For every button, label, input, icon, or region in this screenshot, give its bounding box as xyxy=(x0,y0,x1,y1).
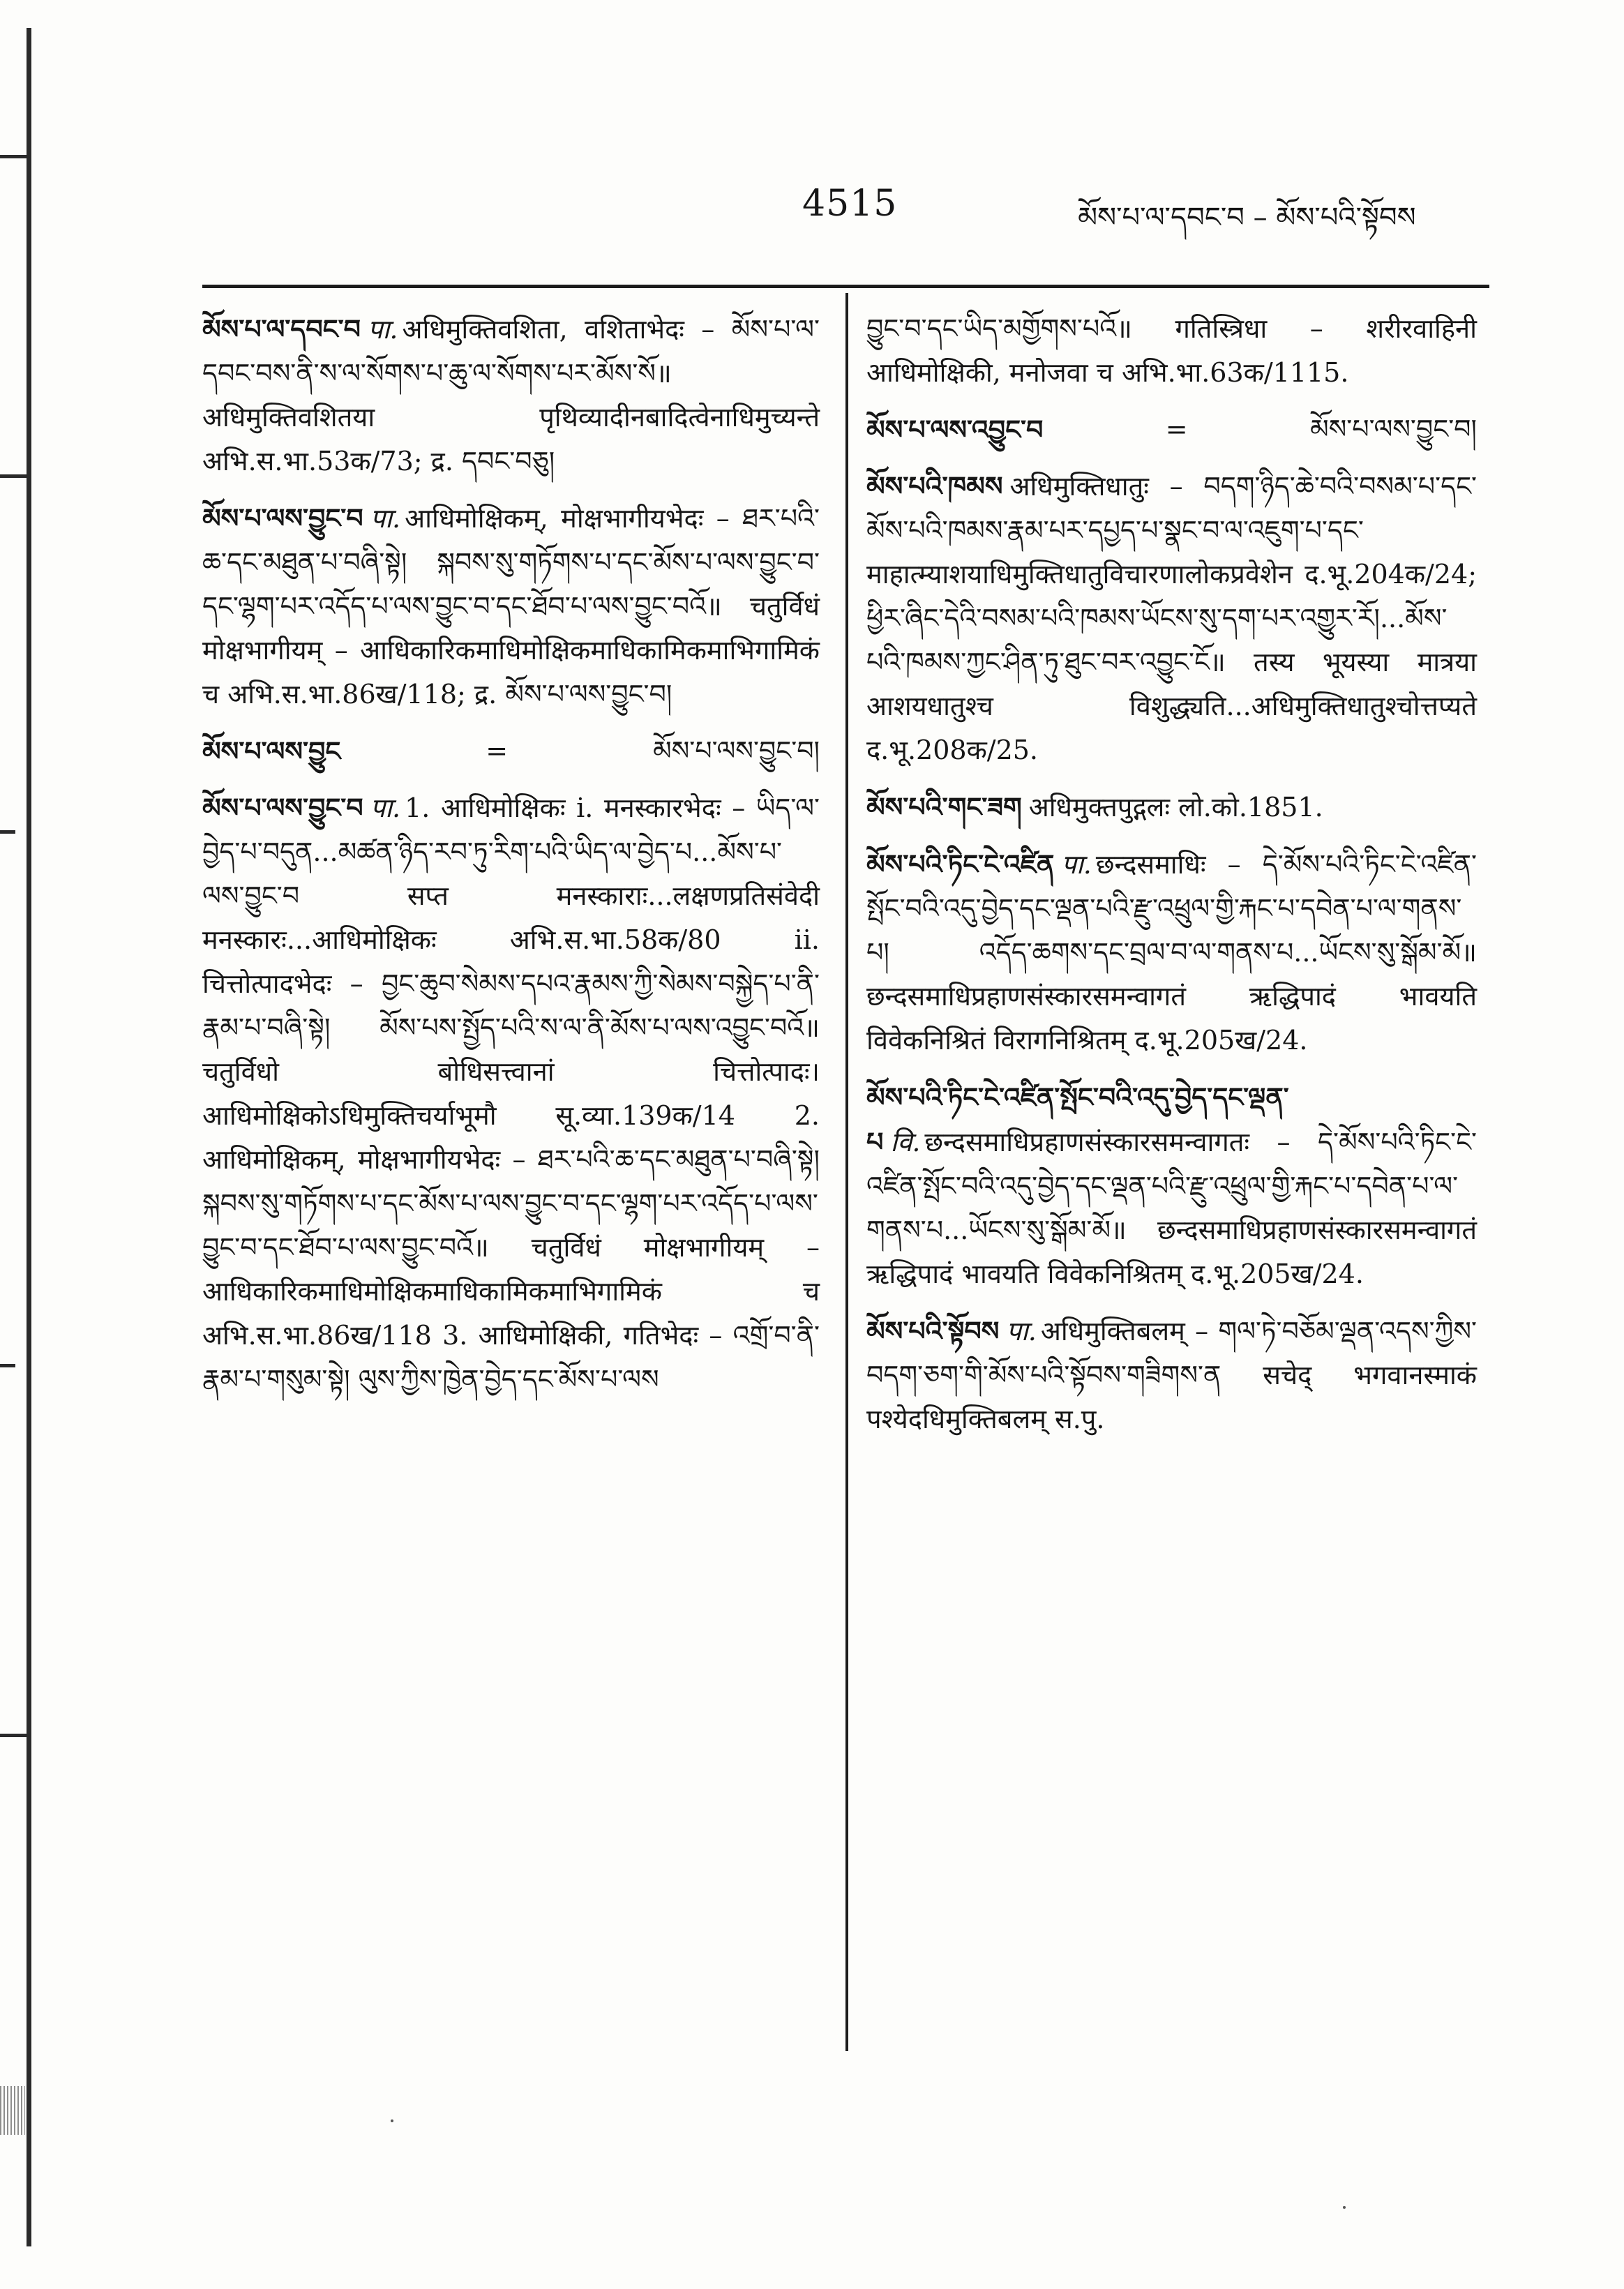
binding-edge-line xyxy=(27,28,31,2246)
entry-headword: མོས་པའི་ཁམས xyxy=(866,470,1003,502)
entry-text: आधिमोक्षिकम्, मोक्षभागीयभेदः – ཐར་པའི་ཆ་དང་མཐུན་པ་བཞི་སྟེ། སྐབས་སུ་གཏོགས་པ་དང་མོས་པ་ལས་བྱུང་བ་དང་ལྷག་པར་འདོད་པ་ལས་བྱུང་བ་དང་ཐོབ་པ་ལས་བྱུང་བའོ॥ चतुर्विधं मोक्षभागीयम् – आधिकारिकमाधिमोक्षिकमाधिकामिकमाभिगामिकं च अभि.स.भा.86ख/118; द्र. མོས་པ་ལས་བྱུང་བ། xyxy=(202,503,820,710)
cross-reference-entry xyxy=(202,729,820,773)
scan-speckle xyxy=(0,2086,25,2135)
page-number: 4515 xyxy=(802,183,898,225)
entry-text: छन्दसमाधिप्रहाणसंस्कारसमन्वागतः – དེ་མོས་པའི་ཏིང་ངེ་འཛིན་སྤོང་བའི་འདུ་བྱེད་དང་ལྡན་པའི་རྫུ་འཕྲུལ་གྱི་རྐང་པ་དབེན་པ་ལ་གནས་པ...ཡོངས་སུ་སྒོམ་མོ॥ छन्दसमाधिप्रहाणसंस्कारसमन्वागतं ऋद्धिपादं भावयति विवेकनिश्रितम् द.भू.205ख/24. xyxy=(866,1127,1477,1289)
dictionary-entry xyxy=(866,1309,1477,1441)
entry-headword: མོས་པ་ལ་དབང་བ xyxy=(202,313,361,345)
entry-category: पा. xyxy=(367,314,398,345)
binding-edge-tick xyxy=(0,830,15,834)
dictionary-entry xyxy=(866,842,1477,1063)
entry-text: བྱུང་བ་དང་ཡིད་མགྱོགས་པའོ॥ गतिस्त्रिधा – शरीरवाहिनी आधिमोक्षिकी, मनोजवा च अभि.भा.63क/1115. xyxy=(866,313,1477,388)
cross-reference-target: མོས་པ་ལས་བྱུང་བ། xyxy=(652,735,820,766)
entry-category: पा. xyxy=(370,503,401,534)
binding-edge-tick xyxy=(0,474,28,478)
entry-headword: མོས་པ་ལས་བྱུང་བ xyxy=(202,792,363,823)
binding-edge-tick xyxy=(0,1364,15,1367)
binding-edge-tick xyxy=(0,155,28,158)
entry-headword: མོས་པའི་ཏིང་ངེ་འཛིན xyxy=(866,848,1055,880)
dictionary-entry xyxy=(202,496,820,716)
entry-text: अधिमुक्तिबलम् – གལ་ཏེ་བཅོམ་ལྡན་འདས་ཀྱིས་བདག་ཅག་གི་མོས་པའི་སྟོབས་གཟིགས་ན सचेद् भगवानस्माकं पश्येदधिमुक्तिबलम् स.पु. xyxy=(866,1316,1477,1434)
column-divider xyxy=(845,293,848,2051)
entry-category: पा. xyxy=(370,793,401,823)
entry-text: अधिमुक्तिधातुः – བདག་ཉིད་ཆེ་བའི་བསམ་པ་དང་མོས་པའི་ཁམས་རྣམ་པར་དཔྱད་པ་སྣང་བ་ལ་འཇུག་པ་དང་ माहात्म्याशयाधिमुक्तिधातुविचारणालोकप्रवेशेन द.भू.204क/24; ཕྱིར་ཞིང་དེའི་བསམ་པའི་ཁམས་ཡོངས་སུ་དག་པར་འགྱུར་རོ།...མོས་པའི་ཁམས་ཀྱང་ཤིན་ཏུ་ཐུང་བར་འབྱུང་ངོ॥ तस्य भूयस्या मात्रया आशयधातुश्च विशुद्ध्यति...अधिमुक्तिधातुश्चोत्तप्यते द.भू.208क/25. xyxy=(866,471,1477,765)
right-column xyxy=(866,307,1477,1454)
dictionary-entry xyxy=(866,785,1477,830)
entry-headword: མོས་པ་ལས་བྱུང་བ xyxy=(202,502,363,534)
dictionary-entry xyxy=(202,307,820,483)
left-column xyxy=(202,307,820,1414)
dictionary-entry xyxy=(202,786,820,1402)
entry-category: पा. xyxy=(1061,849,1092,880)
scan-dot xyxy=(1343,2206,1346,2209)
entry-category: वि. xyxy=(890,1127,921,1157)
equals-sign: = xyxy=(1165,414,1188,444)
entry-headword: མོས་པའི་ཏིང་ངེ་འཛིན་སྤོང་བའི་འདུ་བྱེད་དང་ལྡན་པ xyxy=(866,1081,1289,1157)
cross-reference-target: མོས་པ་ལས་བྱུང་བ། xyxy=(1309,414,1477,444)
entry-headword: མོས་པ་ལས་བྱུང xyxy=(202,735,341,767)
dictionary-entry xyxy=(866,1075,1477,1296)
scan-dot xyxy=(391,2119,393,2122)
entry-category: पा. xyxy=(1006,1316,1037,1346)
entry-continuation xyxy=(866,307,1477,395)
entry-text: 1. आधिमोक्षिकः i. मनस्कारभेदः – ཡིད་ལ་བྱེད་པ་བདུན...མཚན་ཉིད་རབ་ཏུ་རིག་པའི་ཡིད་ལ་བྱེད་པ...མོས་པ་ལས་བྱུང་བ सप्त मनस्काराः...लक्षणप्रतिसंवेदी मनस्कारः...आधिमोक्षिकः अभि.स.भा.58क/80 ii. चित्तोत्पादभेदः – བྱང་ཆུབ་སེམས་དཔའ་རྣམས་ཀྱི་སེམས་བསྐྱེད་པ་ནི་རྣམ་པ་བཞི་སྟེ། མོས་པས་སྤྱོད་པའི་ས་ལ་ནི་མོས་པ་ལས་འབྱུང་བའོ॥ चतुर्विधो बोधिसत्त्वानां चित्तोत्पादः। आधिमोक्षिकोऽधिमुक्तिचर्याभूमौ सू.व्या.139क/14 2. आधिमोक्षिकम्, मोक्षभागीयभेदः – ཐར་པའི་ཆ་དང་མཐུན་པ་བཞི་སྟེ། སྐབས་སུ་གཏོགས་པ་དང་མོས་པ་ལས་བྱུང་བ་དང་ལྷག་པར་འདོད་པ་ལས་བྱུང་བ་དང་ཐོབ་པ་ལས་བྱུང་བའོ॥ चतुर्विधं मोक्षभागीयम् – आधिकारिकमाधिमोक्षिकमाधिकामिकमाभिगामिकं च अभि.स.भा.86ख/118 3. आधिमोक्षिकी, गतिभेदः – འགྲོ་བ་ནི་རྣམ་པ་གསུམ་སྟེ། ལུས་ཀྱིས་ཁྱེན་བྱེད་དང་མོས་པ་ལས xyxy=(202,793,820,1395)
cross-reference-entry xyxy=(866,407,1477,451)
entry-text: छन्दसमाधिः – དེ་མོས་པའི་ཏིང་ངེ་འཛིན་སྤོང་བའི་འདུ་བྱེད་དང་ལྡན་པའི་རྫུ་འཕྲུལ་གྱི་རྐང་པ་དབེན་པ་ལ་གནས་པ། འདོད་ཆགས་དང་བྲལ་བ་ལ་གནས་པ...ཡོངས་སུ་སྒོམ་མོ॥ छन्दसमाधिप्रहाणसंस्कारसमन्वागतं ऋद्धिपादं भावयति विवेकनिश्रितं विरागनिश्रितम् द.भू.205ख/24. xyxy=(866,849,1477,1056)
entry-text: अधिमुक्तपुद्गलः लो.को.1851. xyxy=(1028,792,1323,823)
dictionary-entry xyxy=(866,464,1477,772)
entry-text: अधिमुक्तिवशिता, वशिताभेदः – མོས་པ་ལ་དབང་བས་ནི་ས་ལ་སོགས་པ་ཆུ་ལ་སོགས་པར་མོས་སོ॥ अधिमुक्तिवशितया पृथिव्यादीनबादित्वेनाधिमुच्यन्ते अभि.स.भा.53क/73; द्र. དབང་བཅུ། xyxy=(202,314,820,476)
binding-edge-tick xyxy=(0,1734,28,1737)
entry-headword: མོས་པའི་སྟོབས xyxy=(866,1315,1000,1346)
entry-headword: མོས་པ་ལས་འབྱུང་བ xyxy=(866,414,1044,445)
equals-sign: = xyxy=(486,735,509,766)
header-rule xyxy=(202,285,1489,288)
running-head: མོས་པ་ལ་དབང་བ – མོས་པའི་སྟོབས xyxy=(1078,202,1416,234)
entry-headword: མོས་པའི་གང་ཟག xyxy=(866,791,1022,823)
